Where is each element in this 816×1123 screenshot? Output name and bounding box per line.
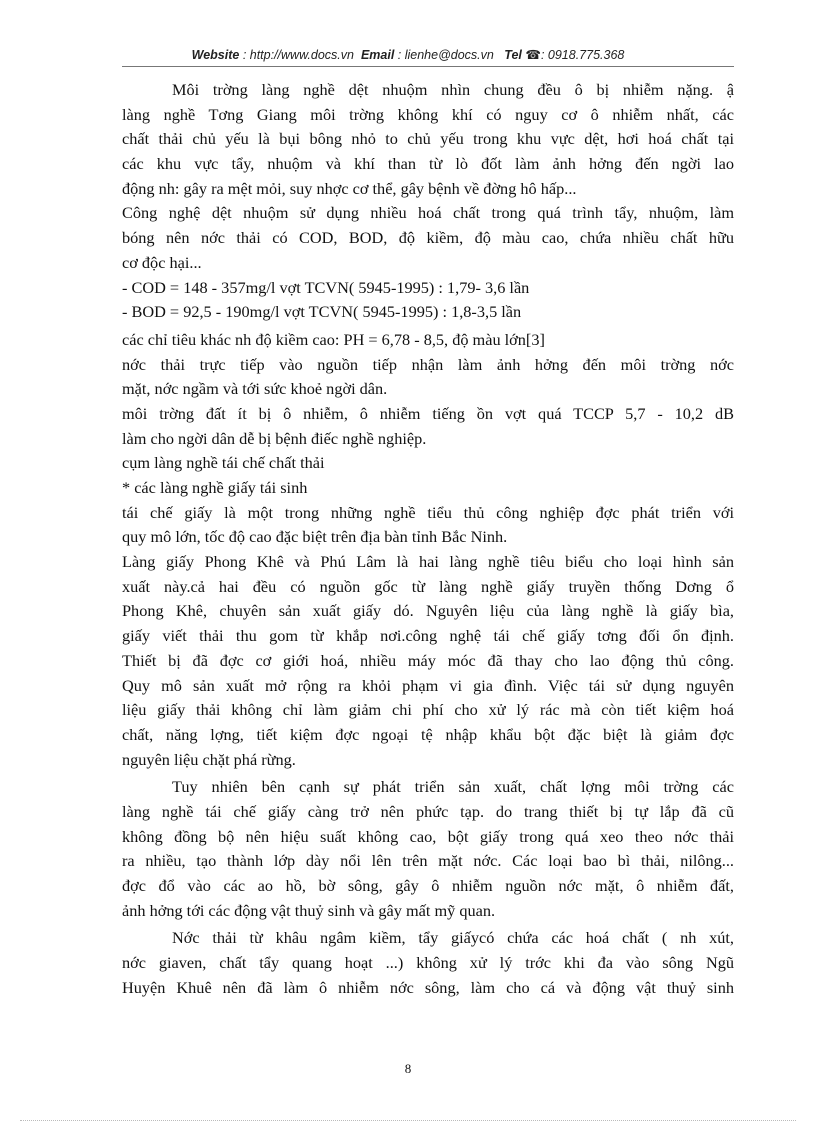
body-line: nớc thải trực tiếp vào nguồn tiếp nhận làm ảnh hởng đến môi trờng nớc — [122, 354, 734, 374]
body-line: Quy mô sản xuất mở rộng ra khỏi phạm vi gia đình. Việc tái sử dụng nguyên — [122, 675, 734, 695]
body-line: nguyên liệu chặt phá rừng. — [122, 749, 296, 769]
body-line: Phong Khê, chuyên sản xuất giấy dó. Nguyên liệu của làng nghề là giấy bìa, — [122, 601, 734, 621]
email-label: Email — [360, 48, 395, 62]
tel-label: Tel — [504, 48, 522, 62]
body-line: Làng giấy Phong Khê và Phú Lâm là hai làng nghề tiêu biểu cho loại hình sản — [122, 552, 734, 572]
body-line: làng nghề Tơng Giang môi trờng không khí có nguy cơ ô nhiễm nhất, các — [122, 104, 734, 124]
body-line: tái chế giấy là một trong những nghề tiểu thủ công nghiệp đợc phát triển với — [122, 502, 734, 522]
page-header — [0, 47, 816, 62]
body-line: môi trờng đất ít bị ô nhiễm, ô nhiễm tiếng ồn vợt quá TCCP 5,7 - 10,2 dB — [122, 403, 734, 423]
body-line: không đồng bộ nên hiệu suất không cao, bột giấy trong quá xeo theo nớc thải — [122, 826, 734, 846]
body-line: chất, năng lợng, tiết kiệm đợc ngoại tệ nhập khẩu bột đặc biệt là giảm đợc — [122, 724, 734, 744]
body-line: Môi trờng làng nghề dệt nhuộm nhìn chung đều ô bị nhiễm nặng. ậ — [172, 80, 734, 99]
body-line: - BOD = 92,5 - 190mg/l vợt TCVN( 5945-1995) : 1,8-3,5 lần — [122, 302, 522, 322]
body-line: chất thải chủ yếu là bụi bông nhỏ to chủ yếu trong khu vực dệt, hơi hoá chất tại — [122, 129, 734, 149]
header-rule — [122, 66, 734, 67]
body-line: làng nghề tái chế giấy càng trở nên phức tạp. do trang thiết bị tự lắp đã cũ — [122, 801, 734, 821]
website-label: Website — [191, 48, 240, 62]
body-line: quy mô lớn, tốc độ cao đặc biệt trên địa bàn tỉnh Bắc Ninh. — [122, 527, 508, 547]
body-line: liệu giấy thải không chỉ làm giảm chi phí cho xử lý rác mà còn tiết kiệm hoá — [122, 700, 734, 720]
body-line: làm cho ngời dân dễ bị bệnh điếc nghề nghiệp. — [122, 428, 427, 448]
body-line: Huyện Khuê nên đã làm ô nhiễm nớc sông, làm cho cá và động vật thuỷ sinh — [122, 977, 734, 997]
body-line: nớc giaven, chất tẩy quang hoạt ...) không xử lý trớc khi đa vào sông Ngũ — [122, 953, 734, 973]
body-line: * các làng nghề giấy tái sinh — [122, 478, 308, 497]
body-line: đợc đổ vào các ao hồ, bờ sông, gây ô nhiễm nguồn nớc mặt, ô nhiễm đất, — [122, 876, 734, 895]
footer-divider — [20, 1120, 796, 1121]
document-body — [122, 78, 734, 1000]
body-line: ra nhiều, tạo thành lớp dày nổi lên trên mặt nớc. Các loại bao bì thải, nilông... — [122, 851, 734, 871]
body-line: bóng nên nớc thải có COD, BOD, độ kiềm, độ màu cao, chứa nhiều chất hữu — [122, 228, 734, 248]
body-line: giấy viết thải thu gom từ khắp nơi.công nghệ tái chế giấy tơng đối ổn định. — [122, 626, 734, 646]
website-value: : http://www.docs.vn — [242, 48, 354, 62]
body-line: các khu vực tẩy, nhuộm và khí than từ lò đốt làm ảnh hởng đến ngời lao — [122, 154, 734, 174]
body-line: cơ độc hại... — [122, 252, 202, 272]
body-line: các chỉ tiêu khác nh độ kiềm cao: PH = 6,78 - 8,5, độ màu lớn[3] — [122, 329, 545, 349]
body-line: ảnh hởng tới các động vật thuỷ sinh và gây mất mỹ quan. — [122, 900, 496, 920]
body-line: động nh: gây ra mệt mỏi, suy nhợc cơ thể, gây bệnh về đờng hô hấp... — [122, 178, 577, 198]
email-value: : lienhe@docs.vn — [397, 48, 494, 62]
body-line: xuất này.cả hai đều có nguồn gốc từ làng nghề giấy truyền thống Dơng ổ — [122, 576, 734, 596]
body-line: mặt, nớc ngầm và tới sức khoẻ ngời dân. — [122, 379, 388, 399]
tel-value: ☎: 0918.775.368 — [525, 48, 625, 62]
page-number: 8 — [404, 1061, 412, 1076]
body-line: cụm làng nghề tái chế chất thải — [122, 453, 325, 473]
body-line: Nớc thải từ khâu ngâm kiềm, tẩy giấycó chứa các hoá chất ( nh xút, — [172, 928, 734, 948]
body-line: Thiết bị đã đợc cơ giới hoá, nhiều máy móc đã thay cho lao động thủ công. — [122, 650, 734, 670]
body-line: Tuy nhiên bên cạnh sự phát triển sản xuất, chất lợng môi trờng các — [172, 777, 734, 797]
body-line: - COD = 148 - 357mg/l vợt TCVN( 5945-1995) : 1,79- 3,6 lần — [122, 277, 530, 297]
body-line: Công nghệ dệt nhuộm sử dụng nhiều hoá chất trong quá trình tẩy, nhuộm, làm — [122, 203, 734, 223]
